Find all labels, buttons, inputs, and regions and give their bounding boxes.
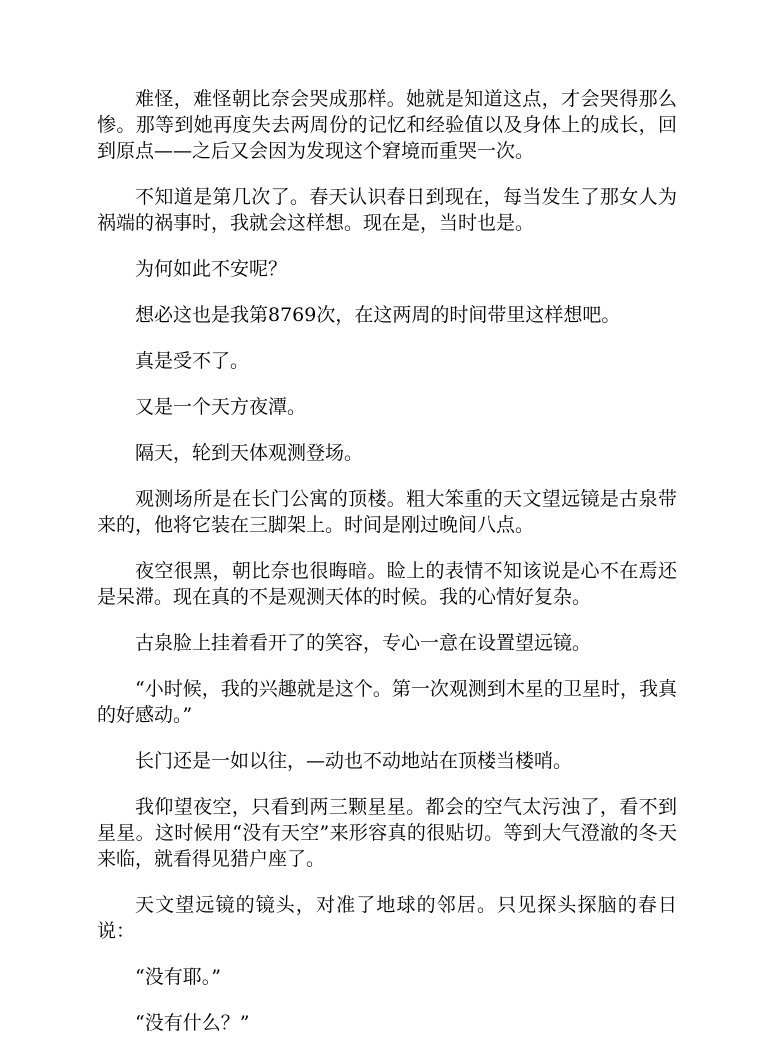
paragraph: 古泉脸上挂着看开了的笑容，专心一意在设置望远镜。 bbox=[135, 632, 592, 654]
paragraph: “没有耶。” bbox=[135, 966, 221, 988]
paragraph: 观测场所是在长门公寓的顶楼。粗大笨重的天文望远镜是古泉带来的，他将它装在三脚架上。时间是刚过晚间八点。 bbox=[97, 488, 677, 536]
paragraph: “没有什么？” bbox=[135, 1012, 250, 1034]
paragraph: 为何如此不安呢？ bbox=[135, 258, 288, 280]
paragraph: 想必这也是我第8769次，在这两周的时间带里这样想吧。 bbox=[135, 304, 621, 326]
paragraph: 难怪，难怪朝比奈会哭成那样。她就是知道这点，才会哭得那么惨。那等到她再度失去两周份的记忆和经验值以及身体上的成长，回到原点——之后又会因为发现这个窘境而重哭一次。 bbox=[97, 88, 677, 162]
document-body bbox=[97, 86, 677, 1056]
paragraph: 真是受不了。 bbox=[135, 350, 250, 372]
paragraph: 天文望远镜的镜头，对准了地球的邻居。只见探头探脑的春日说： bbox=[97, 894, 677, 942]
paragraph: 长门还是一如以往，—动也不动地站在顶楼当楼哨。 bbox=[135, 750, 573, 772]
paragraph: “小时候，我的兴趣就是这个。第一次观测到木星的卫星时，我真的好感动。” bbox=[97, 678, 677, 726]
paragraph: 不知道是第几次了。春天认识春日到现在，每当发生了那女人为祸端的祸事时，我就会这样想。现在是，当时也是。 bbox=[97, 186, 677, 234]
paragraph: 又是一个天方夜潭。 bbox=[135, 396, 307, 418]
paragraph: 夜空很黑，朝比奈也很晦暗。睑上的表情不知该说是心不在焉还是呆滞。现在真的不是观测天体的时候。我的心情好复杂。 bbox=[97, 560, 677, 608]
paragraph: 我仰望夜空，只看到两三颗星星。都会的空气太污浊了，看不到星星。这时候用“没有天空”来形容真的很贴切。等到大气澄澈的冬天来临，就看得见猎户座了。 bbox=[97, 796, 677, 870]
paragraph: 隔天，轮到天体观测登场。 bbox=[135, 442, 364, 464]
